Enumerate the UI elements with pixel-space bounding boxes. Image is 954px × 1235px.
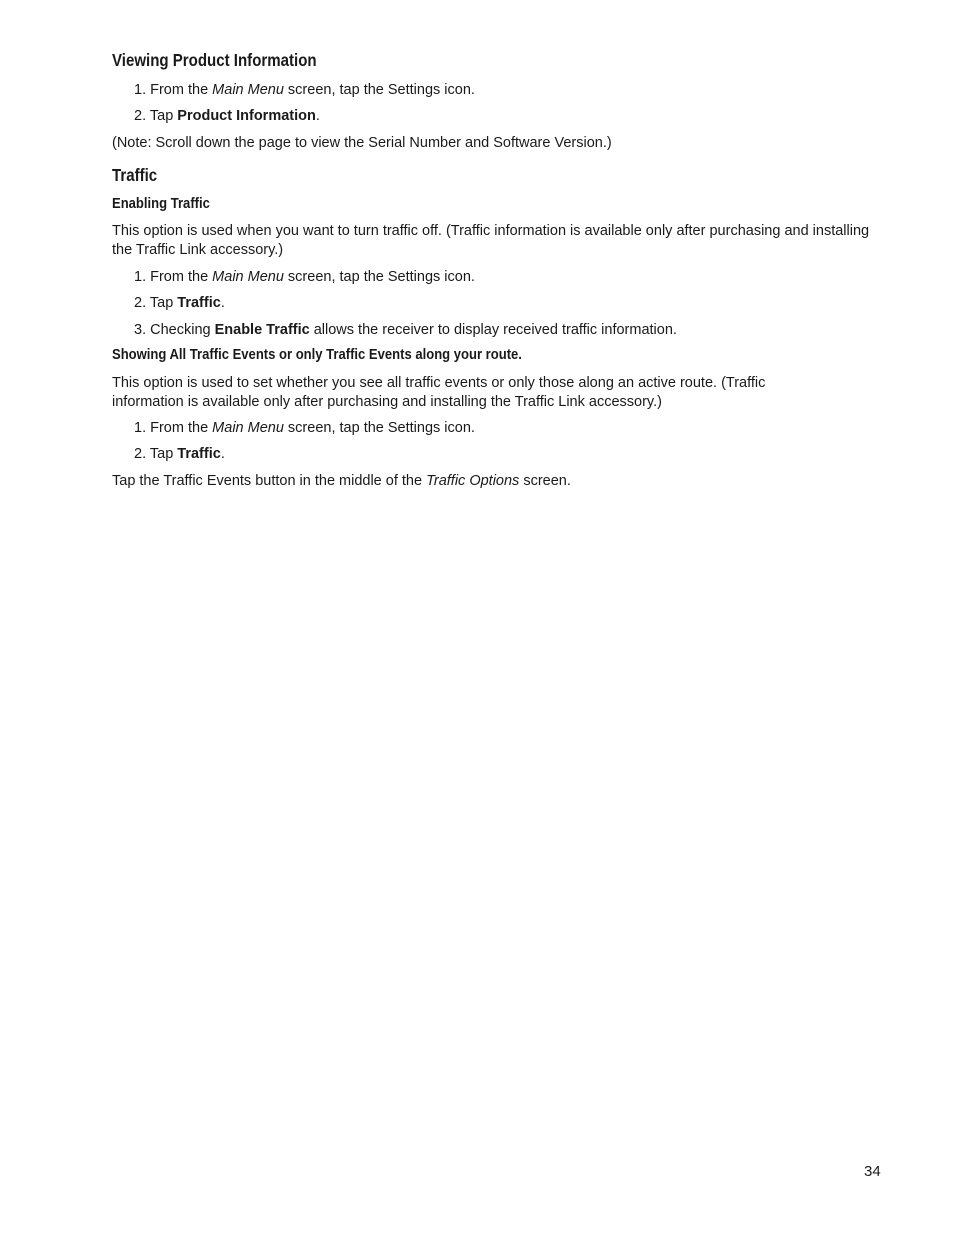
- intro-paragraph: This option is used to set whether you see all traffic events or only those along an active route. (Traffic information is available only after purchasing and installing the Traffic Link accessory.): [112, 375, 766, 410]
- step-text: Tap: [149, 446, 178, 462]
- closing-text: screen.: [519, 473, 571, 489]
- section-heading-product-info: Viewing Product Information: [112, 50, 317, 70]
- step-list-showing-traffic: [112, 419, 872, 438]
- step-number: 2.: [134, 295, 147, 311]
- step-strong: Traffic: [177, 295, 221, 311]
- step-number: 1.: [134, 420, 147, 436]
- closing-text: Tap the Traffic Events button in the middle of the: [112, 473, 427, 489]
- step-list-product-info-2: [112, 107, 872, 126]
- note-text: (Note: Scroll down the page to view the Serial Number and Software Version.): [112, 135, 612, 151]
- list-item: [112, 294, 872, 313]
- subsection-heading-enabling-traffic: Enabling Traffic: [112, 196, 210, 212]
- intro-paragraph: This option is used when you want to turn traffic off. (Traffic information is available only after purchasing and installing the Traffic Link accessory.): [112, 223, 870, 258]
- list-item: [112, 321, 872, 340]
- step-strong: Enable Traffic: [214, 322, 310, 338]
- step-text: From the: [150, 269, 213, 285]
- step-emphasis: Main Menu: [212, 82, 284, 98]
- step-strong: Product Information: [177, 108, 316, 124]
- step-emphasis: Main Menu: [212, 269, 284, 285]
- step-text: screen, tap the Settings icon.: [283, 269, 475, 285]
- step-list-showing-traffic-2: [112, 445, 872, 464]
- step-text: From the: [150, 420, 213, 436]
- step-list-enabling-traffic-2: [112, 294, 872, 313]
- step-text: allows the receiver to display received traffic information.: [309, 322, 677, 338]
- step-text: Checking: [150, 322, 215, 338]
- step-text: Tap: [149, 108, 178, 124]
- subsection-heading-showing-traffic-events: Showing All Traffic Events or only Traffic Events along your route.: [112, 347, 522, 363]
- list-item: [112, 268, 872, 287]
- step-list-enabling-traffic: [112, 268, 872, 287]
- step-list-product-info: [112, 81, 872, 100]
- closing-paragraph: [112, 472, 872, 491]
- list-item: [112, 81, 872, 100]
- list-item: [112, 445, 872, 464]
- closing-emphasis: Traffic Options: [426, 473, 520, 489]
- step-number: 2.: [134, 108, 147, 124]
- step-list-enabling-traffic-3: [112, 321, 872, 340]
- step-number: 1.: [134, 269, 147, 285]
- step-text: .: [220, 295, 225, 311]
- step-text: .: [220, 446, 225, 462]
- step-number: 3.: [134, 322, 147, 338]
- list-item: [112, 107, 872, 126]
- list-item: [112, 419, 872, 438]
- step-text: .: [315, 108, 320, 124]
- step-text: screen, tap the Settings icon.: [283, 420, 475, 436]
- step-text: screen, tap the Settings icon.: [283, 82, 475, 98]
- step-emphasis: Main Menu: [212, 420, 284, 436]
- step-number: 2.: [134, 446, 147, 462]
- step-text: From the: [150, 82, 213, 98]
- step-strong: Traffic: [177, 446, 221, 462]
- step-text: Tap: [149, 295, 178, 311]
- step-number: 1.: [134, 82, 147, 98]
- page-number: 34: [864, 1163, 881, 1180]
- section-heading-traffic: Traffic: [112, 165, 158, 185]
